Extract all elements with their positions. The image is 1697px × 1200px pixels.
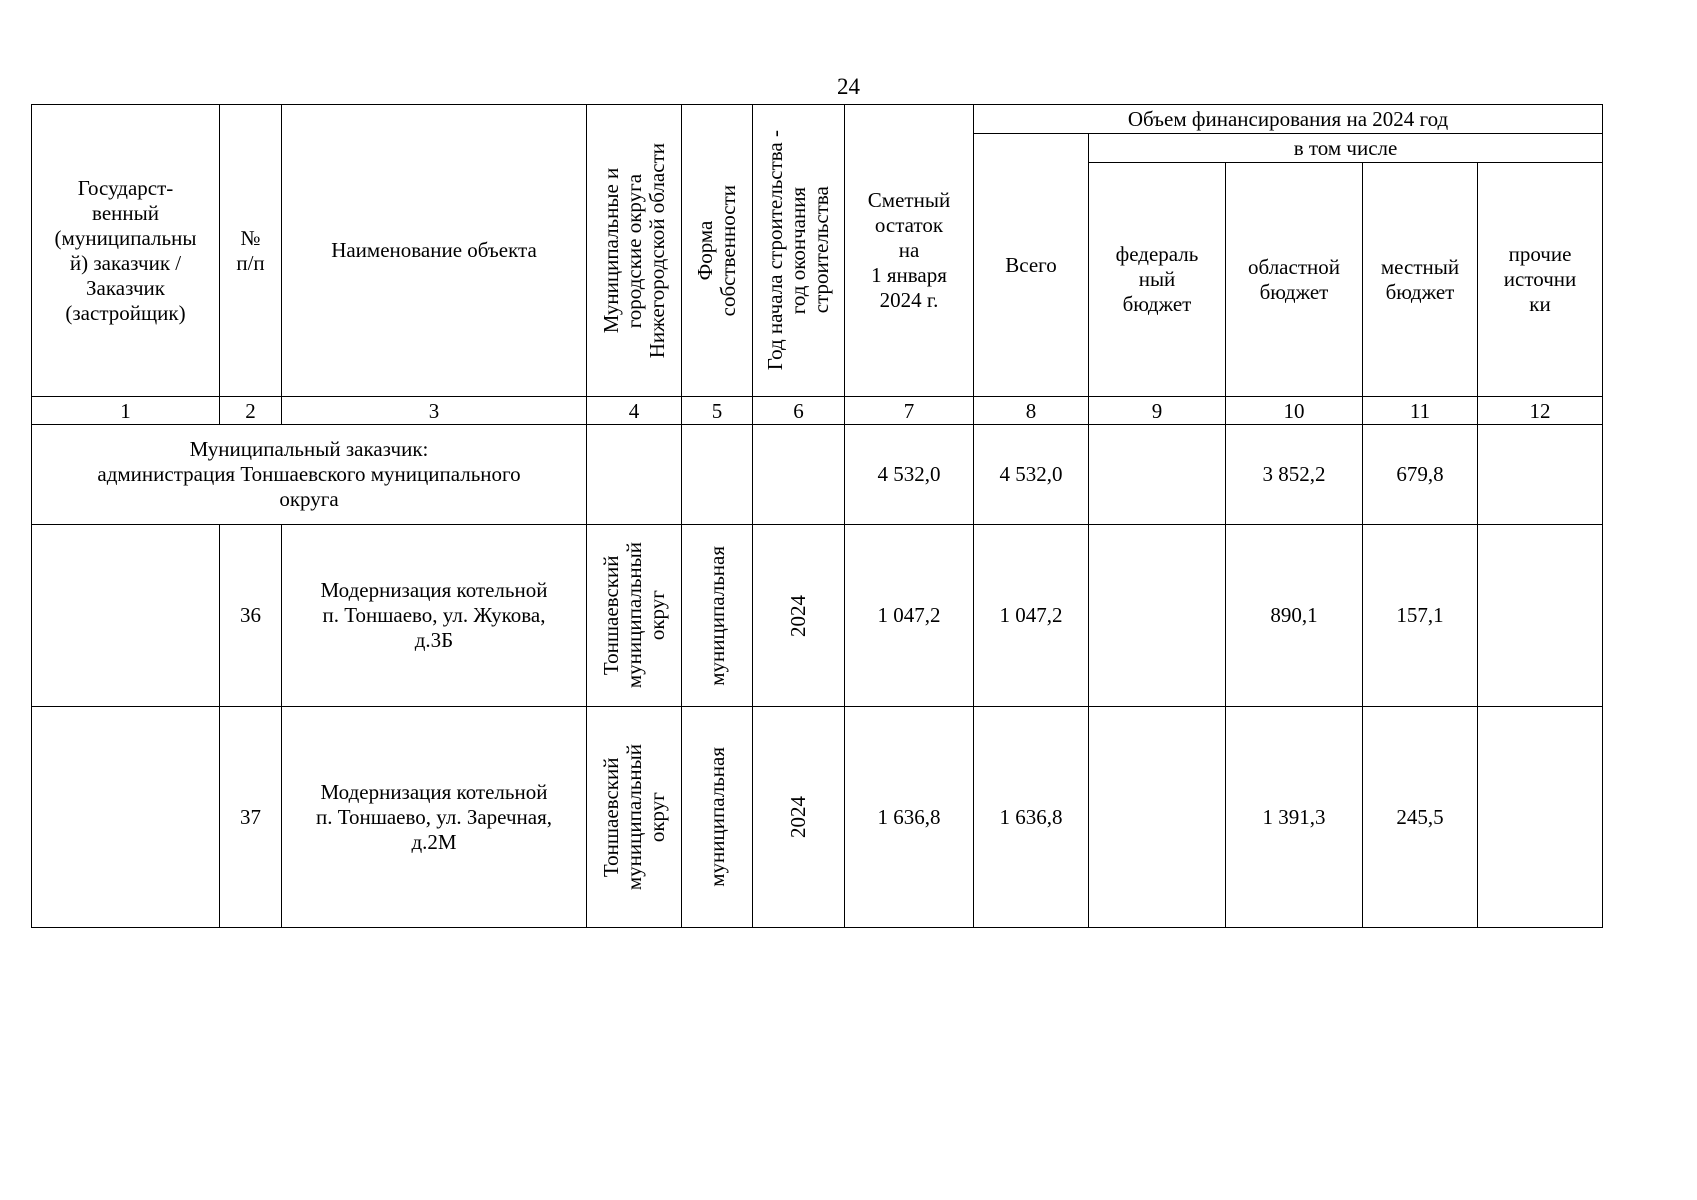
column-number: 1 xyxy=(32,397,220,425)
row-federal xyxy=(1089,525,1226,707)
header-other: прочие источни ки xyxy=(1478,163,1603,397)
header-total: Всего xyxy=(974,134,1089,397)
header-estimated-balance: Сметный остаток на 1 января 2024 г. xyxy=(845,105,974,397)
row-district: Тоншаевский муниципальный округ xyxy=(587,707,682,928)
row-total: 1 047,2 xyxy=(974,525,1089,707)
group-district xyxy=(587,425,682,525)
group-estimated-balance: 4 532,0 xyxy=(845,425,974,525)
column-number: 10 xyxy=(1226,397,1363,425)
header-regional: областной бюджет xyxy=(1226,163,1363,397)
column-number: 11 xyxy=(1363,397,1478,425)
group-other xyxy=(1478,425,1603,525)
group-regional: 3 852,2 xyxy=(1226,425,1363,525)
header-federal: федераль ный бюджет xyxy=(1089,163,1226,397)
column-number: 4 xyxy=(587,397,682,425)
row-customer xyxy=(32,707,220,928)
column-number: 7 xyxy=(845,397,974,425)
header-ownership: Форма собственности xyxy=(682,105,753,397)
row-other xyxy=(1478,707,1603,928)
header-local: местный бюджет xyxy=(1363,163,1478,397)
column-number: 2 xyxy=(220,397,282,425)
group-ownership xyxy=(682,425,753,525)
group-row xyxy=(32,425,1603,525)
row-object-name: Модернизация котельной п. Тоншаево, ул. Жукова, д.3Б xyxy=(282,525,587,707)
column-number: 3 xyxy=(282,397,587,425)
row-customer xyxy=(32,525,220,707)
row-estimated-balance: 1 047,2 xyxy=(845,525,974,707)
column-number-row xyxy=(32,397,1603,425)
header-row-1 xyxy=(32,105,1603,134)
table-row xyxy=(32,525,1603,707)
table-row xyxy=(32,707,1603,928)
page-number: 24 xyxy=(837,74,860,99)
row-local: 157,1 xyxy=(1363,525,1478,707)
row-years: 2024 xyxy=(753,525,845,707)
header-years: Год начала строительства - год окончания строительства xyxy=(753,105,845,397)
column-number: 5 xyxy=(682,397,753,425)
header-number: № п/п xyxy=(220,105,282,397)
group-federal xyxy=(1089,425,1226,525)
column-number: 9 xyxy=(1089,397,1226,425)
column-number: 12 xyxy=(1478,397,1603,425)
header-customer: Государст- венный (муниципальны й) заказчик / Заказчик (застройщик) xyxy=(32,105,220,397)
row-total: 1 636,8 xyxy=(974,707,1089,928)
row-number: 37 xyxy=(220,707,282,928)
row-estimated-balance: 1 636,8 xyxy=(845,707,974,928)
group-local: 679,8 xyxy=(1363,425,1478,525)
row-ownership: муниципальная xyxy=(682,707,753,928)
row-years: 2024 xyxy=(753,707,845,928)
group-total: 4 532,0 xyxy=(974,425,1089,525)
row-object-name: Модернизация котельной п. Тоншаево, ул. Заречная, д.2М xyxy=(282,707,587,928)
row-regional: 890,1 xyxy=(1226,525,1363,707)
row-other xyxy=(1478,525,1603,707)
header-including: в том числе xyxy=(1089,134,1603,163)
row-local: 245,5 xyxy=(1363,707,1478,928)
row-ownership: муниципальная xyxy=(682,525,753,707)
group-label: Муниципальный заказчик: администрация Тоншаевского муниципального округа xyxy=(32,425,587,525)
row-number: 36 xyxy=(220,525,282,707)
row-regional: 1 391,3 xyxy=(1226,707,1363,928)
header-funding-title: Объем финансирования на 2024 год xyxy=(974,105,1603,134)
row-federal xyxy=(1089,707,1226,928)
row-district: Тоншаевский муниципальный округ xyxy=(587,525,682,707)
group-years xyxy=(753,425,845,525)
header-districts: Муниципальные и городские округа Нижегородской области xyxy=(587,105,682,397)
funding-table xyxy=(31,104,1603,928)
header-object-name: Наименование объекта xyxy=(282,105,587,397)
column-number: 6 xyxy=(753,397,845,425)
column-number: 8 xyxy=(974,397,1089,425)
